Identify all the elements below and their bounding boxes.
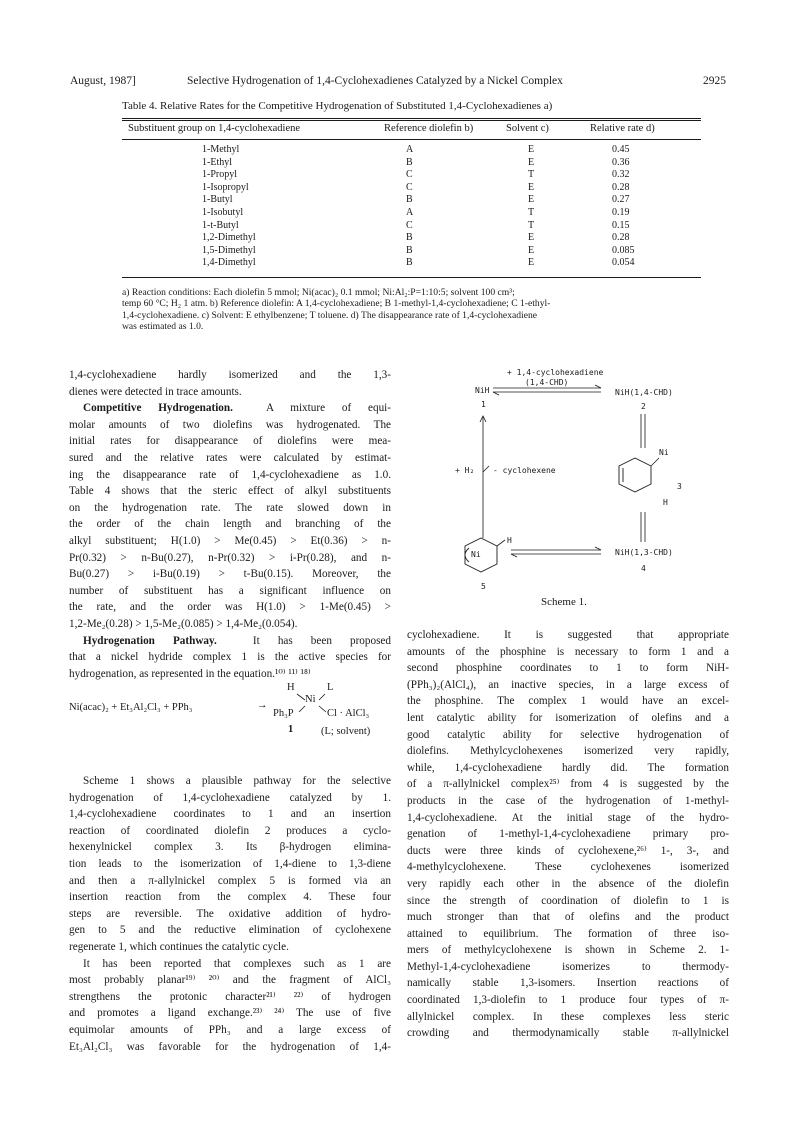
scheme-nih: NiH <box>475 386 490 395</box>
scheme-ni-label-5: Ni <box>471 550 481 559</box>
text-line: Pr(0.32) > n-Bu(0.27), n-Pr(0.32) > i-Pr(0.28), and n- <box>69 551 391 564</box>
table-cell: 1-Propyl <box>202 169 237 181</box>
right-column <box>407 627 729 1042</box>
scheme-caption: Scheme 1. <box>541 596 587 608</box>
table-header-cell: Relative rate d) <box>590 123 655 134</box>
paragraph <box>69 417 391 633</box>
text-line: amounts of the phosphine is necessary to form 1 and a <box>407 645 729 658</box>
table-cell: B <box>406 232 413 244</box>
equation-legend: (L; solvent) <box>321 726 371 737</box>
text-line: dienes were detected in trace amounts. <box>69 385 242 398</box>
text-line: while, 1,4-cyclohexadiene hardly did. The formation <box>407 761 729 774</box>
table-caption: Table 4. Relative Rates for the Competitive Hydrogenation of Substituted 1,4-Cyclohexadienes a) <box>122 100 553 112</box>
text-line: much stronger than that of olefins and the product <box>407 911 729 924</box>
scheme-num-3: 3 <box>677 482 682 491</box>
table-cell: A <box>406 144 414 155</box>
text-line: the phosphine. The complex 1 would have an excel- <box>407 695 729 708</box>
text-line: attained to equilibrium. The formation of three iso- <box>407 927 729 940</box>
table-cell: T <box>528 169 535 181</box>
table-cell: C <box>406 169 413 181</box>
text-line: regenerate 1, which continues the catalytic cycle. <box>69 940 289 953</box>
table-cell: T <box>528 207 535 218</box>
table-cell: C <box>406 219 413 231</box>
header-date: August, 1987] <box>70 75 136 87</box>
text-line: It has been reported that complexes such as 1 are <box>83 957 391 970</box>
table-cell: 0.085 <box>612 244 635 256</box>
table-row <box>122 207 701 219</box>
equation-cl-alcl3: Cl · AlCl₃ <box>327 708 370 719</box>
table-cell: 1,4-Dimethyl <box>202 257 256 269</box>
section-heading: Competitive Hydrogenation. <box>83 402 233 415</box>
table-footnotes <box>122 287 701 333</box>
table-cell: B <box>406 194 413 206</box>
text-line: hydrogenation, as represented in the equation.¹⁰⁾ ¹¹⁾ ¹⁸⁾ <box>69 667 311 680</box>
paragraph <box>69 773 391 956</box>
scheme-num-4: 4 <box>641 564 646 573</box>
text-line: allylnickel complex. In these complexes less steric <box>407 1010 729 1023</box>
table-cell: 1-Methyl <box>202 144 240 155</box>
scheme-top-label-1: + 1,4-cyclohexadiene <box>507 368 604 377</box>
table-cell: E <box>528 181 535 193</box>
table-cell: 0.27 <box>612 194 630 206</box>
text-line: Methyl-1,4-cyclohexadiene isomerizes to thermody- <box>407 960 729 973</box>
table-header-row <box>122 123 701 137</box>
scheme-ni-label-3: Ni <box>659 448 669 457</box>
table-cell: T <box>528 219 535 231</box>
text-line: 1,4-cyclohexadiene. At the initial stage of the hydro- <box>407 811 729 824</box>
table-cell: 1-Isobutyl <box>202 207 244 218</box>
text-line: ing the disappearance rate of 1,4-cyclohexadiene as 1.0. <box>69 468 391 481</box>
table-header-rule <box>122 139 701 140</box>
text-line: equimolar amounts of PPh₃ and a large excess of <box>69 1023 391 1036</box>
equation-ni: Ni <box>305 694 316 705</box>
text-line: lent catalytic ability for isomerization of olefins and a <box>407 711 729 724</box>
text-line: and then a π-allylnickel complex 5 is formed via an <box>69 874 391 887</box>
text-line: 1,2-Me₂(0.28) > 1,5-Me₂(0.085) > 1,4-Me₂(0.054). <box>69 617 298 630</box>
scheme-minus-cyclohexene: - cyclohexene <box>493 466 556 475</box>
text-line: that a nickel hydride complex 1 is the active species for <box>69 651 391 664</box>
text-line: diolefins. Methylcyclohexenes isomerized very rapidly, <box>407 745 729 758</box>
text-line: insertion reaction from the complex 4. These four <box>69 891 391 904</box>
scheme-h-label-5: H <box>507 536 512 545</box>
table-header-cell: Reference diolefin b) <box>384 123 474 134</box>
text-line: hydrogenation of 1,4-cyclohexadiene catalyzed by 1. <box>69 791 391 804</box>
text-line: Et₃Al₂Cl₃ was favorable for the hydrogenation of 1,4- <box>69 1040 391 1053</box>
table-cell: 1-t-Butyl <box>202 219 239 231</box>
table-cell: 1,2-Dimethyl <box>202 232 256 244</box>
text-line: since the strength of coordination of diolefin to 1 is <box>407 894 729 907</box>
equation-bonds <box>69 680 391 750</box>
table-cell: A <box>406 207 414 218</box>
table-row <box>122 257 701 269</box>
text-line: Scheme 1 shows a plausible pathway for the selective <box>83 775 391 787</box>
table-bottom-rule <box>122 277 701 278</box>
text-line: mers of methylcyclohexene is shown in Scheme 2. 1- <box>407 944 729 957</box>
scheme-nih-14chd: NiH(1,4-CHD) <box>615 388 673 397</box>
text-line: Bu(0.27) > i-Bu(0.19) > t-Bu(0.15). Moreover, the <box>69 568 391 581</box>
table-cell: 0.36 <box>612 156 630 168</box>
text-line: namically stable 1,3-isomers. Insertion reactions of <box>407 977 729 990</box>
text-line: and promotes a ligand exchange.²³⁾ ²⁴⁾ The use of five <box>69 1007 391 1020</box>
table-row <box>122 169 701 181</box>
text-line: number of substituent has a significant influence on <box>69 584 391 597</box>
text-line: most probably planar¹⁹⁾ ²⁰⁾ and the fragment of AlCl₃ <box>69 974 391 987</box>
table-row <box>122 245 701 257</box>
table-header-cell: Substituent group on 1,4-cyclohexadiene <box>128 123 301 134</box>
table-cell: 0.15 <box>612 219 630 231</box>
equation-compound-number: 1 <box>288 724 294 735</box>
text-line: Table 4 shows that the steric effect of alkyl substituents <box>69 485 391 498</box>
table-row <box>122 157 701 169</box>
text-line: sured and the relative rates were calculated by estimat- <box>69 451 391 464</box>
text-line: coordinated 1,3-diolefin to 1 produce four types of π- <box>407 994 729 1007</box>
page-number: 2925 <box>703 75 726 87</box>
table-cell: C <box>406 181 413 193</box>
text-line: initial rates for disappearance of diolefins were mea- <box>69 435 391 448</box>
text-line: (PPh₃)₂(AlCl₄), an inactive species, in a large excess of <box>407 678 729 691</box>
table-cell: 1-Isopropyl <box>202 181 249 193</box>
text-line: good catalytic ability for selective hydrogenation of <box>407 728 729 741</box>
text-line: 1,4-cyclohexadiene hardly isomerized and the 1,3- <box>69 369 391 381</box>
text-line: strengthens the protonic character²¹⁾ ²²⁾ of hydrogen <box>69 990 391 1003</box>
paragraph <box>69 956 391 1056</box>
text-line: hexenylnickel complex 3. Its β-hydrogen elimina- <box>69 841 391 854</box>
scheme-num-1: 1 <box>481 400 486 409</box>
equation-reactants: Ni(acac)₂ + Et₃Al₂Cl₃ + PPh₃ <box>69 702 193 713</box>
running-header <box>70 75 726 91</box>
header-title: Selective Hydrogenation of 1,4-Cyclohexadienes Catalyzed by a Nickel Complex <box>187 75 563 87</box>
scheme-plus-h2: + H₂ <box>455 466 475 475</box>
text-line: steps are reversible. The oxidative addition of hydro- <box>69 907 391 920</box>
table-cell: E <box>528 232 535 244</box>
scheme-nih-13chd: NiH(1,3-CHD) <box>615 548 673 557</box>
table-cell: B <box>406 244 413 256</box>
table-cell: E <box>528 144 535 155</box>
text-line: the rate, and the order was H(1.0) > 1-Me(0.45) > <box>69 601 391 614</box>
text-line: Competitive Hydrogenation. A mixture of equi- <box>83 402 391 415</box>
footnote-line: a) Reaction conditions: Each diolefin 5 mmol; Ni(acac)₂ 0.1 mmol; Ni:Al₂:P=1:10:5; solvent 100 cm³; <box>122 287 515 298</box>
equation-ph3p: Ph₃P <box>273 708 294 719</box>
text-line: tion leads to the isomerization of 1,4-diene to 1,3-diene <box>69 857 391 870</box>
text-line: 4-methylcyclohexene. These cyclohexenes isomerized <box>407 861 729 874</box>
text-line: 1,4-cyclohexadiene coordinates to 1 and an insertion <box>69 808 391 821</box>
text-line: ducts were three kinds of cyclohexene,²⁶⁾ 1-, 3-, and <box>407 844 729 857</box>
table-cell: E <box>528 156 535 168</box>
equation-h: H <box>287 682 295 693</box>
text-line: alkyl substituent; H(1.0) > Me(0.45) > Et(0.36) > n- <box>69 534 391 547</box>
table-top-rule <box>122 118 701 119</box>
section-heading: Hydrogenation Pathway. <box>83 634 217 647</box>
scheme-1 <box>445 362 735 612</box>
footnote-line: temp 60 °C; H₂ 1 atm. b) Reference diolefin: A 1,4-cyclohexadiene; B 1-methyl-1,4-cyclohexadiene; C 1-ethyl- <box>122 298 551 310</box>
table-row <box>122 232 701 244</box>
table-row <box>122 220 701 232</box>
scheme-num-2: 2 <box>641 402 646 411</box>
table-cell: 1,5-Dimethyl <box>202 244 256 256</box>
text-line: Hydrogenation Pathway. It has been proposed <box>83 634 391 647</box>
scheme-num-5: 5 <box>481 582 486 591</box>
text-line: of a π-allylnickel complex²⁵⁾ from 4 is suggested by the <box>407 778 729 791</box>
text-line: cyclohexadiene. It is suggested that appropriate <box>407 629 729 641</box>
text-line: the order of the chain length and branching of the <box>69 518 391 531</box>
equation-arrow: → <box>257 700 268 711</box>
table-cell: 0.28 <box>612 181 630 193</box>
text-line: very rapidly each other in the absence of the diolefin <box>407 877 729 890</box>
table-cell: E <box>528 244 535 256</box>
left-column <box>69 367 391 682</box>
equation <box>69 680 391 780</box>
table-top-rule-2 <box>122 120 701 121</box>
table-cell: 0.28 <box>612 232 630 244</box>
table-cell: 1-Butyl <box>202 194 233 206</box>
table-row <box>122 194 701 206</box>
scheme-top-label-2: (1,4-CHD) <box>525 378 569 387</box>
text-line: crowding and thermodynamically stable π-allylnickel <box>407 1027 729 1040</box>
table-header-cell: Solvent c) <box>506 123 549 134</box>
paragraph <box>407 627 729 1042</box>
footnote-line: 1,4-cyclohexadiene. c) Solvent: E ethylbenzene; T toluene. d) The disappearance rate of 1,4-cyclohexadiene <box>122 309 538 321</box>
text-line: gen to 5 and the reductive elimination of cyclohexene <box>69 924 391 937</box>
footnote-line: was estimated as 1.0. <box>122 321 204 333</box>
equation-l: L <box>327 682 334 693</box>
table-cell: 0.19 <box>612 207 630 218</box>
table-cell: 0.45 <box>612 144 630 155</box>
text-line: second phosphine coordinates to 1 to form NiH- <box>407 662 729 675</box>
table-row <box>122 144 701 156</box>
left-column-continued <box>69 773 391 1055</box>
table-cell: E <box>528 194 535 206</box>
text-line: reaction of coordinated diolefin 2 produces a cyclo- <box>69 824 391 837</box>
text-line: on the hydrogenation rate. The rate slowed down in <box>69 501 391 514</box>
table-row <box>122 182 701 194</box>
scheme-drawing <box>445 362 735 612</box>
table-cell: 0.054 <box>612 257 635 269</box>
text-line: genation of 1-methyl-1,4-cyclohexadiene primary pro- <box>407 828 729 841</box>
table-cell: 0.32 <box>612 169 630 181</box>
table-cell: B <box>406 156 413 168</box>
table-cell: 1-Ethyl <box>202 156 232 168</box>
table-cell: E <box>528 257 535 269</box>
table-cell: B <box>406 257 413 269</box>
text-line: products in the case of the hydrogenation of 1-methyl- <box>407 794 729 807</box>
scheme-h-label-3: H <box>663 498 668 507</box>
text-line: molar amounts of two diolefins was hydrogenated. The <box>69 418 391 431</box>
